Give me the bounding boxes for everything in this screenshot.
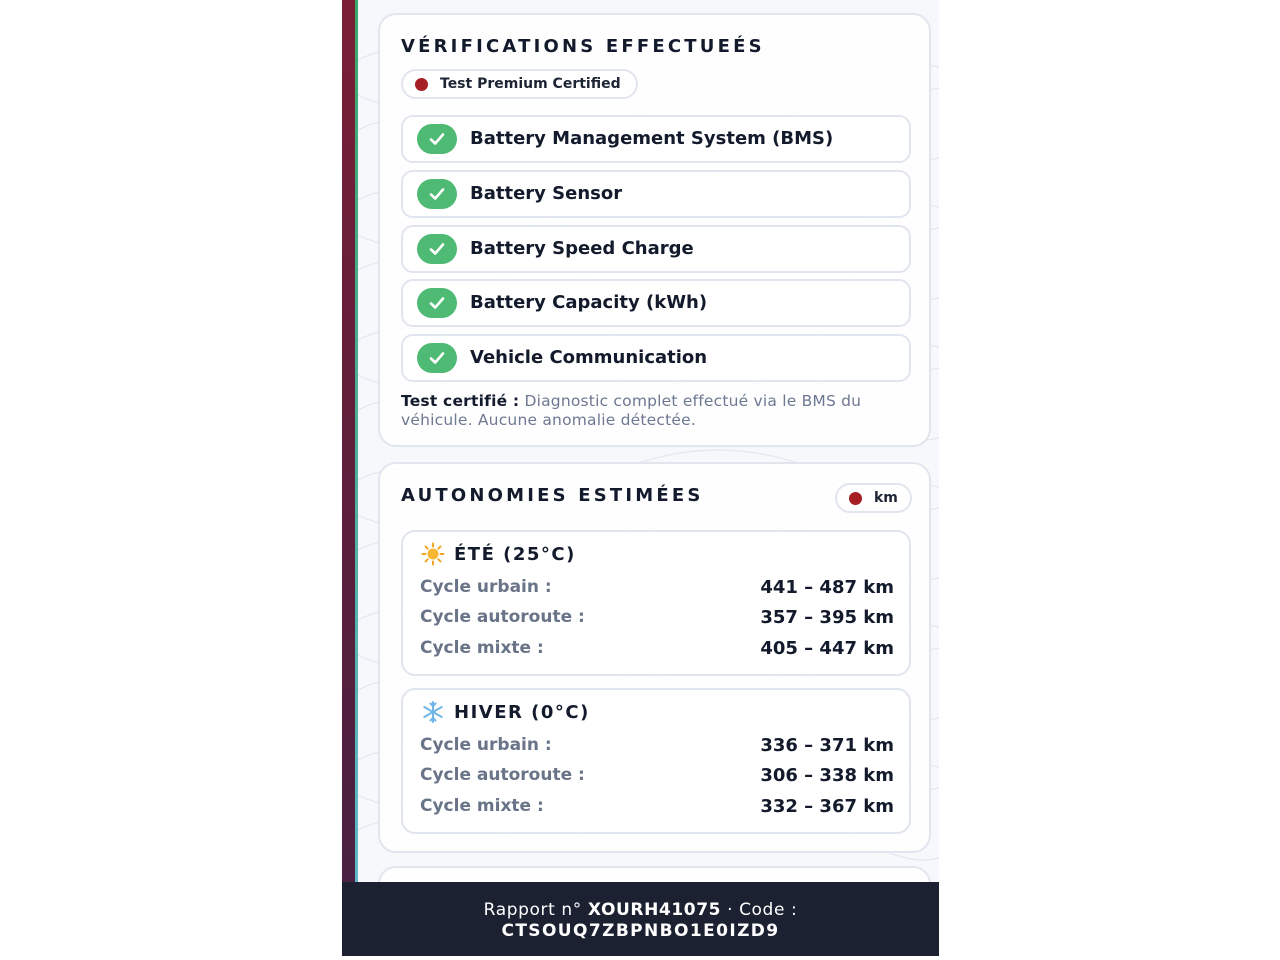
range-value: 336 – 371 km	[760, 735, 894, 756]
range-label: Cycle autoroute :	[420, 765, 585, 785]
check-icon	[417, 179, 457, 209]
next-card-partial	[378, 866, 931, 882]
report-code: CTSOUQ7ZBPNBO1E0IZD9	[501, 921, 780, 941]
check-item-label: Battery Speed Charge	[470, 238, 694, 259]
code-prefix: · Code :	[727, 900, 798, 920]
range-label: Cycle mixte :	[420, 796, 544, 816]
check-item-communication	[401, 334, 911, 382]
report-prefix: Rapport n°	[483, 900, 582, 920]
autonomies-title: AUTONOMIES ESTIMÉES	[401, 485, 704, 506]
check-item-label: Battery Sensor	[470, 183, 623, 204]
summer-range-highway	[420, 607, 894, 631]
snowflake-icon	[421, 700, 445, 724]
report-screen	[342, 0, 939, 956]
premium-certified-badge	[401, 69, 638, 99]
certification-note	[401, 392, 911, 430]
verifications-card	[378, 13, 931, 447]
winter-range-urban	[420, 735, 894, 759]
check-icon	[417, 124, 457, 154]
check-item-capacity	[401, 279, 911, 327]
winter-header	[421, 700, 590, 724]
sun-icon	[421, 542, 445, 566]
report-footer	[342, 882, 939, 956]
winter-range-mixed	[420, 796, 894, 820]
check-item-speed-charge	[401, 225, 911, 273]
range-value: 405 – 447 km	[760, 638, 894, 659]
range-label: Cycle urbain :	[420, 577, 552, 597]
unit-badge-label: km	[874, 490, 898, 506]
range-value: 306 – 338 km	[760, 765, 894, 786]
summer-range-mixed	[420, 638, 894, 662]
brand-stripe	[342, 0, 358, 882]
autonomies-card	[378, 462, 931, 853]
check-item-sensor	[401, 170, 911, 218]
winter-title: HIVER (0°C)	[454, 701, 590, 723]
verifications-title: VÉRIFICATIONS EFFECTUEÉS	[401, 36, 765, 57]
unit-badge	[835, 483, 912, 513]
range-label: Cycle autoroute :	[420, 607, 585, 627]
range-value: 332 – 367 km	[760, 796, 894, 817]
summer-title: ÉTÉ (25°C)	[454, 543, 576, 565]
report-number: XOURH41075	[587, 900, 722, 920]
range-value: 357 – 395 km	[760, 607, 894, 628]
check-item-label: Battery Management System (BMS)	[470, 128, 834, 149]
status-dot	[415, 78, 428, 91]
status-dot	[849, 492, 862, 505]
range-label: Cycle mixte :	[420, 638, 544, 658]
check-icon	[417, 234, 457, 264]
check-item-bms	[401, 115, 911, 163]
certification-note-label: Test certifié :	[401, 392, 520, 410]
winter-range-box	[401, 688, 911, 834]
summer-header	[421, 542, 576, 566]
range-value: 441 – 487 km	[760, 577, 894, 598]
premium-certified-label: Test Premium Certified	[440, 76, 621, 92]
winter-range-highway	[420, 765, 894, 789]
check-item-label: Vehicle Communication	[470, 347, 708, 368]
report-id-line	[342, 900, 939, 920]
check-item-label: Battery Capacity (kWh)	[470, 292, 708, 313]
range-label: Cycle urbain :	[420, 735, 552, 755]
certification-note-text: Diagnostic complet effectué via le BMS du véhicule. Aucune anomalie détectée.	[401, 392, 862, 429]
summer-range-box	[401, 530, 911, 676]
summer-range-urban	[420, 577, 894, 601]
check-icon	[417, 288, 457, 318]
check-icon	[417, 343, 457, 373]
scroll-content[interactable]	[358, 0, 939, 882]
